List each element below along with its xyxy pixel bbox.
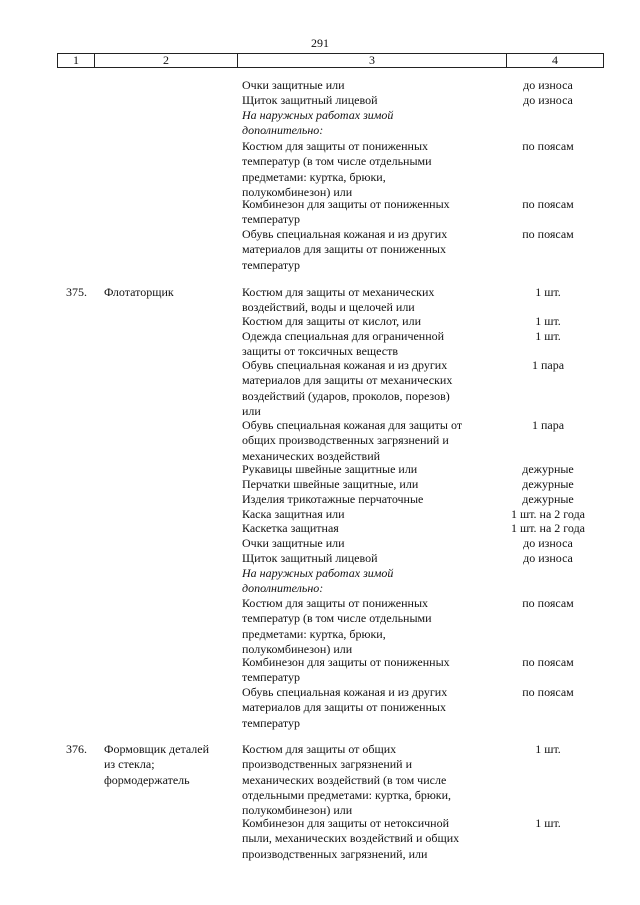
issue-norm: 1 шт.	[535, 329, 561, 343]
item-line: Комбинезон для защиты от нетоксичной	[242, 816, 450, 830]
item-line: температур	[242, 257, 301, 272]
ppe-item	[242, 314, 492, 329]
header-col-4: 4	[507, 54, 604, 68]
item-line: материалов для защиты от пониженных	[242, 700, 446, 715]
ppe-item	[242, 418, 492, 464]
issue-norm: по поясам	[522, 655, 574, 669]
item-line: материалов для защиты от механических	[242, 373, 453, 388]
item-line: дополнительно:	[242, 581, 324, 596]
ppe-item	[242, 507, 492, 522]
column-header-table	[57, 53, 604, 68]
item-line: Перчатки швейные защитные, или	[242, 477, 419, 491]
issue-norm: 1 шт.	[535, 314, 561, 328]
header-col-2: 2	[95, 54, 238, 68]
issue-norm: по поясам	[522, 596, 574, 610]
issue-norm: 1 шт. на 2 года	[510, 507, 586, 521]
item-line: воздействий (ударов, проколов, порезов)	[242, 388, 450, 403]
item-line: температур	[242, 212, 301, 227]
ppe-item	[242, 139, 492, 200]
item-line: воздействий, воды и щелочей или	[242, 300, 415, 315]
issue-norm: дежурные	[522, 477, 574, 491]
issue-norm: 1 пара	[531, 358, 565, 372]
profession-line: Формовщик деталей	[104, 742, 210, 756]
item-line: механических воздействий (в том числе	[242, 772, 447, 787]
item-line: отдельными предметами: куртка, брюки,	[242, 787, 452, 802]
issue-norm: дежурные	[522, 492, 574, 506]
ppe-item	[242, 655, 492, 686]
section-note	[242, 566, 492, 597]
item-line: механических воздействий	[242, 448, 381, 463]
ppe-item	[242, 285, 492, 316]
section-note	[242, 108, 492, 139]
item-line: На наружных работах зимой	[242, 566, 394, 580]
ppe-item	[242, 227, 492, 273]
item-line: Обувь специальная кожаная для защиты от	[242, 418, 463, 432]
profession-line: из стекла;	[104, 757, 155, 772]
item-line: Одежда специальная для ограниченной	[242, 329, 445, 343]
issue-norm: до износа	[523, 536, 573, 550]
item-line: материалов для защиты от пониженных	[242, 242, 446, 257]
ppe-item	[242, 462, 492, 477]
item-line: температур	[242, 715, 301, 730]
item-line: температур (в том числе отдельными	[242, 611, 432, 626]
ppe-item	[242, 596, 492, 657]
issue-norm: до износа	[523, 551, 573, 565]
item-line: защиты от токсичных веществ	[242, 344, 399, 359]
profession-name	[104, 285, 236, 300]
issue-norm: по поясам	[522, 685, 574, 699]
issue-norm: дежурные	[522, 462, 574, 476]
issue-norm: 1 шт.	[535, 816, 561, 830]
item-line: Щиток защитный лицевой	[242, 551, 378, 565]
item-line: Костюм для защиты от пониженных	[242, 596, 429, 610]
entry-number: 376.	[66, 742, 87, 756]
ppe-item	[242, 492, 492, 507]
item-line: Костюм для защиты от механических	[242, 285, 435, 299]
item-line: Щиток защитный лицевой	[242, 93, 378, 107]
item-line: Каска защитная или	[242, 507, 345, 521]
item-line: производственных загрязнений и	[242, 757, 413, 772]
item-line: полукомбинезон) или	[242, 641, 353, 656]
header-col-3: 3	[238, 54, 507, 68]
ppe-item	[242, 685, 492, 731]
item-line: Костюм для защиты от общих	[242, 742, 397, 756]
item-line: Костюм для защиты от кислот, или	[242, 314, 421, 328]
item-line: Костюм для защиты от пониженных	[242, 139, 429, 153]
item-line: предметами: куртка, брюки,	[242, 169, 386, 184]
item-line: или	[242, 403, 261, 418]
item-line: дополнительно:	[242, 123, 324, 138]
item-line: температур (в том числе отдельными	[242, 154, 432, 169]
entry-number: 375.	[66, 285, 87, 299]
item-line: Каскетка защитная	[242, 521, 339, 535]
item-line: производственных загрязнений, или	[242, 846, 428, 861]
profession-line: формодержатель	[104, 772, 190, 787]
ppe-item	[242, 521, 492, 536]
issue-norm: по поясам	[522, 197, 574, 211]
ppe-item	[242, 551, 492, 566]
item-line: общих производственных загрязнений и	[242, 433, 449, 448]
ppe-item	[242, 329, 492, 360]
issue-norm: 1 шт.	[535, 285, 561, 299]
ppe-item	[242, 78, 492, 93]
item-line: предметами: куртка, брюки,	[242, 626, 386, 641]
item-line: На наружных работах зимой	[242, 108, 394, 122]
item-line: температур	[242, 670, 301, 685]
item-line: Комбинезон для защиты от пониженных	[242, 655, 450, 669]
header-col-1: 1	[58, 54, 95, 68]
item-line: Обувь специальная кожаная и из других	[242, 358, 448, 372]
item-line: полукомбинезон) или	[242, 184, 353, 199]
item-line: полукомбинезон) или	[242, 803, 353, 818]
item-line: Рукавицы швейные защитные или	[242, 462, 418, 476]
item-line: пыли, механических воздействий и общих	[242, 831, 460, 846]
ppe-item	[242, 93, 492, 108]
ppe-item	[242, 358, 492, 419]
issue-norm: 1 пара	[531, 418, 565, 432]
ppe-item	[242, 816, 492, 862]
ppe-item	[242, 536, 492, 551]
item-line: Очки защитные или	[242, 536, 345, 550]
issue-norm: по поясам	[522, 139, 574, 153]
issue-norm: до износа	[523, 93, 573, 107]
issue-norm: 1 шт.	[535, 742, 561, 756]
page-number: 291	[311, 36, 329, 50]
issue-norm: по поясам	[522, 227, 574, 241]
issue-norm: 1 шт. на 2 года	[510, 521, 586, 535]
item-line: Комбинезон для защиты от пониженных	[242, 197, 450, 211]
issue-norm: до износа	[523, 78, 573, 92]
item-line: Очки защитные или	[242, 78, 345, 92]
profession-line: Флотаторщик	[104, 285, 174, 299]
item-line: Изделия трикотажные перчаточные	[242, 492, 424, 506]
profession-name	[104, 742, 236, 788]
ppe-item	[242, 742, 492, 818]
item-line: Обувь специальная кожаная и из других	[242, 685, 448, 699]
ppe-item	[242, 197, 492, 228]
item-line: Обувь специальная кожаная и из других	[242, 227, 448, 241]
ppe-item	[242, 477, 492, 492]
